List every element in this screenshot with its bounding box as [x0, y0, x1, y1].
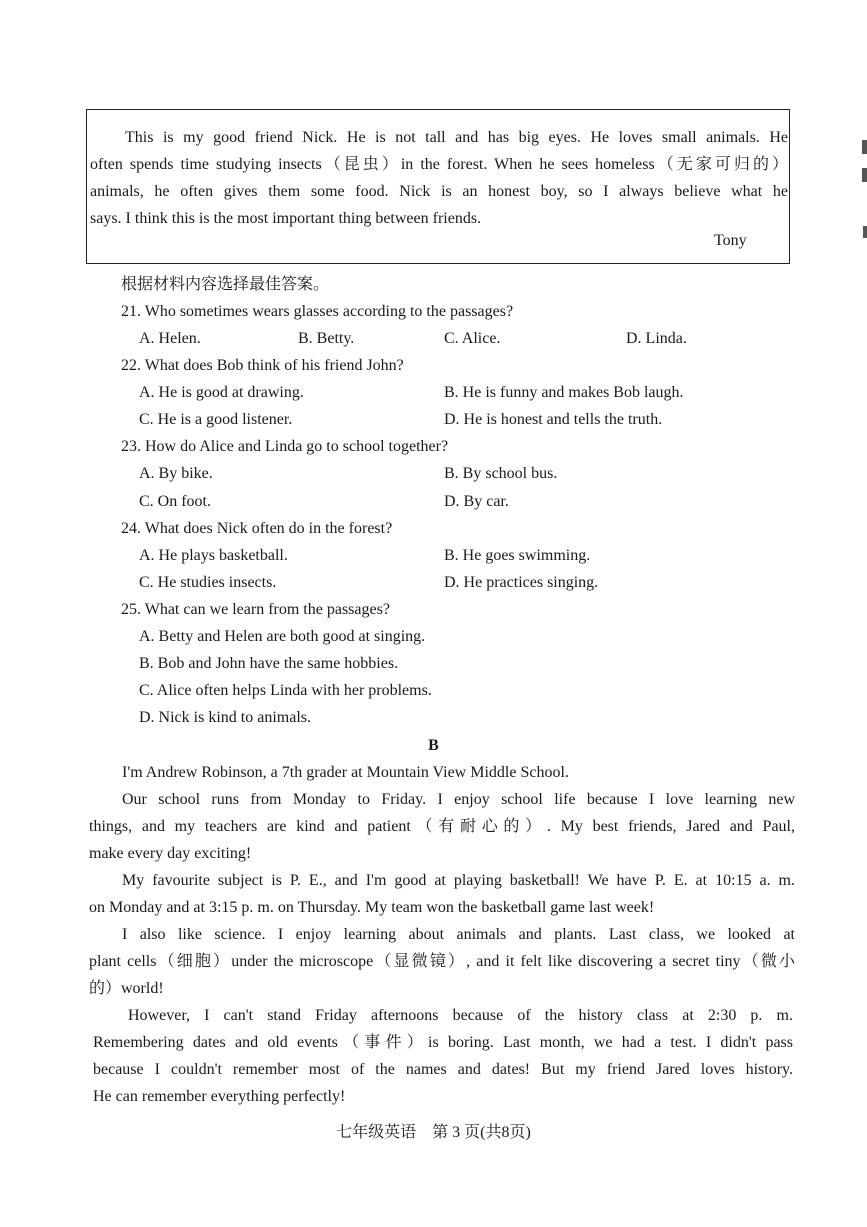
q23-option-c[interactable]: C. On foot.: [139, 493, 211, 510]
q23-option-b[interactable]: B. By school bus.: [444, 465, 558, 482]
scan-edge-mark: [862, 140, 867, 154]
question-stem-25: 25. What can we learn from the passages?: [121, 601, 390, 618]
q24-option-a[interactable]: A. He plays basketball.: [139, 547, 288, 564]
q22-option-a[interactable]: A. He is good at drawing.: [139, 384, 304, 401]
question-stem-24: 24. What does Nick often do in the forest?: [121, 520, 393, 537]
paragraph-line: plant cells（细胞）under the microscope（显微镜）, and it felt like discovering a secret tiny（微小: [89, 953, 795, 970]
q21-option-d[interactable]: D. Linda.: [626, 330, 687, 347]
paragraph-line: I also like science. I enjoy learning about animals and plants. Last class, we looked at: [122, 926, 795, 943]
q24-option-d[interactable]: D. He practices singing.: [444, 574, 599, 591]
paragraph-line: He can remember everything perfectly!: [93, 1088, 346, 1105]
instruction-text: 根据材料内容选择最佳答案。: [121, 276, 330, 293]
passage-box-text: [90, 124, 788, 232]
q24-option-b[interactable]: B. He goes swimming.: [444, 547, 591, 564]
passage-line: says. I think this is the most important thing between friends.: [90, 210, 482, 227]
q25-option-b[interactable]: B. Bob and John have the same hobbies.: [139, 655, 399, 672]
section-b-intro: I'm Andrew Robinson, a 7th grader at Mountain View Middle School.: [122, 764, 569, 781]
section-b-paragraph: [89, 921, 795, 1002]
q24-option-c[interactable]: C. He studies insects.: [139, 574, 277, 591]
q25-option-c[interactable]: C. Alice often helps Linda with her problems.: [139, 682, 432, 699]
paragraph-line: Remembering dates and old events（事件）is boring. Last month, we had a test. I didn't pass: [93, 1034, 793, 1051]
paragraph-line: 的）world!: [89, 980, 164, 997]
passage-line: often spends time studying insects（昆虫）in the forest. When he sees homeless（无家可归的）: [90, 156, 788, 173]
section-b-paragraph: [93, 1002, 793, 1110]
paragraph-line: My favourite subject is P. E., and I'm good at playing basketball! We have P. E. at 10:15 a. m.: [122, 872, 795, 889]
passage-line: This is my good friend Nick. He is not tall and has big eyes. He loves small animals. He: [125, 129, 788, 146]
question-stem-21: 21. Who sometimes wears glasses according to the passages?: [121, 303, 514, 320]
paragraph-line: on Monday and at 3:15 p. m. on Thursday. My team won the basketball game last week!: [89, 899, 655, 916]
q22-option-b[interactable]: B. He is funny and makes Bob laugh.: [444, 384, 684, 401]
section-b-heading: B: [428, 737, 439, 754]
paragraph-line: make every day exciting!: [89, 845, 252, 862]
q25-option-d[interactable]: D. Nick is kind to animals.: [139, 709, 311, 726]
question-stem-23: 23. How do Alice and Linda go to school together?: [121, 438, 449, 455]
q21-option-a[interactable]: A. Helen.: [139, 330, 201, 347]
paragraph-line: because I couldn't remember most of the names and dates! But my friend Jared loves history.: [93, 1061, 793, 1078]
q23-option-a[interactable]: A. By bike.: [139, 465, 213, 482]
page-footer: 七年级英语 第 3 页(共8页): [336, 1124, 531, 1141]
q25-option-a[interactable]: A. Betty and Helen are both good at singing.: [139, 628, 426, 645]
q21-option-b[interactable]: B. Betty.: [298, 330, 355, 347]
q23-option-d[interactable]: D. By car.: [444, 493, 509, 510]
q22-option-c[interactable]: C. He is a good listener.: [139, 411, 293, 428]
paragraph-line: things, and my teachers are kind and patient（有耐心的）. My best friends, Jared and Paul,: [89, 818, 795, 835]
scan-edge-mark: [862, 168, 867, 182]
question-stem-22: 22. What does Bob think of his friend John?: [121, 357, 404, 374]
q22-option-d[interactable]: D. He is honest and tells the truth.: [444, 411, 663, 428]
section-b-paragraph: [89, 786, 795, 867]
q21-option-c[interactable]: C. Alice.: [444, 330, 501, 347]
passage-signature: Tony: [714, 232, 747, 249]
section-b-paragraph: [89, 867, 795, 921]
passage-line: animals, he often gives them some food. Nick is an honest boy, so I always believe what he: [90, 183, 788, 200]
paragraph-line: Our school runs from Monday to Friday. I enjoy school life because I love learning new: [122, 791, 795, 808]
scan-edge-mark: [863, 226, 867, 238]
paragraph-line: However, I can't stand Friday afternoons because of the history class at 2:30 p. m.: [128, 1007, 793, 1024]
